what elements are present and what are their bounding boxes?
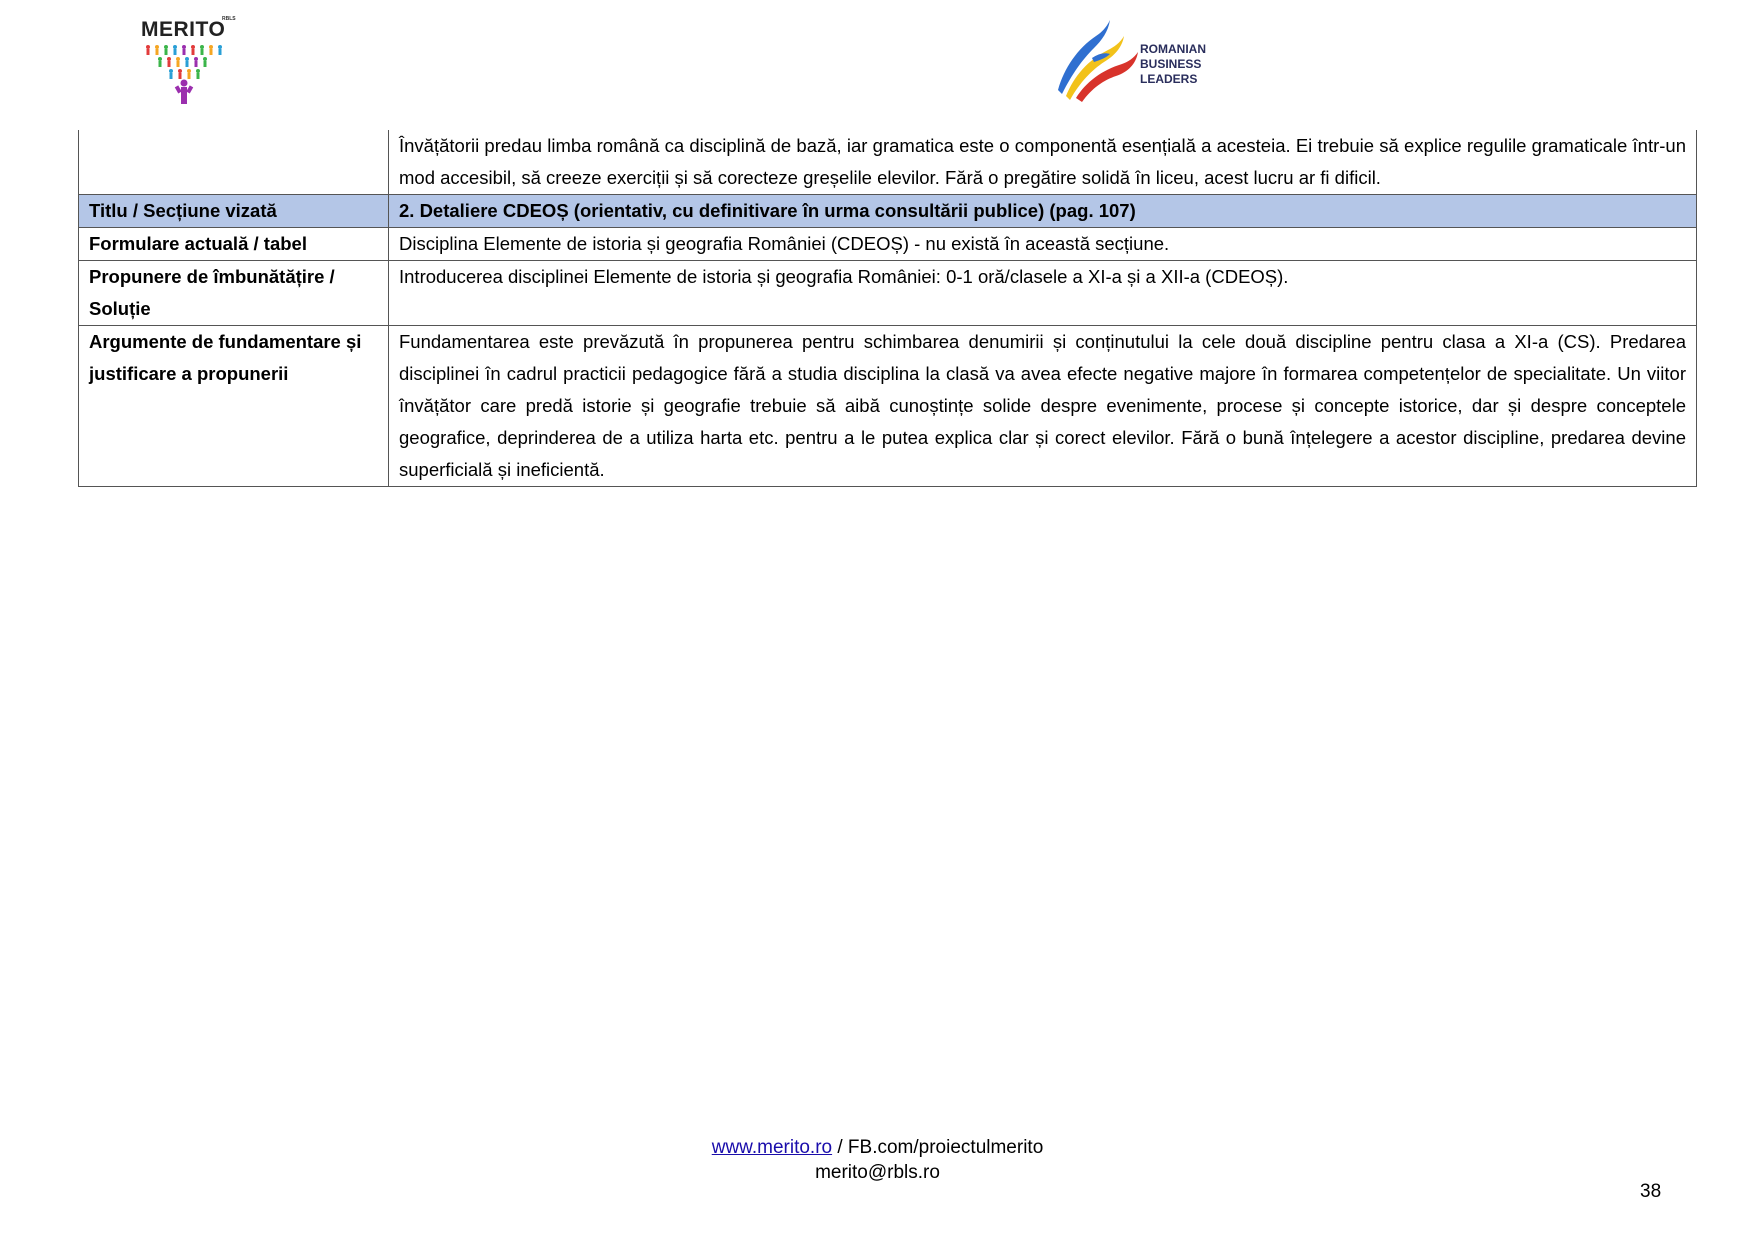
merito-logo [138, 18, 238, 108]
page-number: 38 [1640, 1181, 1662, 1202]
table-cell-empty-label [79, 130, 389, 195]
table-cell-label: Titlu / Secțiune vizată [79, 195, 389, 228]
rbl-logo-line: LEADERS [1140, 72, 1198, 86]
merito-people-funnel-icon [138, 44, 234, 106]
table-cell-label: Propunere de îmbunătățire / Soluție [79, 261, 389, 326]
facebook-text: / FB.com/proiectulmerito [832, 1137, 1044, 1158]
rbl-brushstroke-icon [1052, 18, 1138, 102]
footer-email: merito@rbls.ro [815, 1162, 940, 1183]
merito-logo-wordmark: MERITO [141, 18, 226, 41]
table-row [79, 261, 1697, 326]
table-row-continuation [79, 130, 1697, 195]
table-cell-content: Introducerea disciplinei Elemente de istoria și geografia României: 0-1 oră/clasele a XI-a și a XII-a (CDEOȘ). [389, 261, 1697, 326]
page-footer [0, 1135, 1755, 1185]
merito-logo-rbls-mark: RBLS [222, 16, 236, 22]
rbl-logo-text [1140, 42, 1206, 87]
table-row [79, 228, 1697, 261]
table-cell-label: Argumente de fundamentare și justificare a propunerii [79, 326, 389, 487]
table-row [79, 326, 1697, 487]
table-cell-content: Fundamentarea este prevăzută în propunerea pentru schimbarea denumirii și conținutului la cele două discipline pentru clasa a XI-a (CS). Predarea disciplinei în cadrul practicii pedagogice fără a studia disciplina la clasă va avea efecte negative majore în formarea competențelor de specialitate. Un viitor învățător care predă istorie și geografie trebuie să aibă cunoștințe solide despre evenimente, procese și concepte istorice, dar și despre conceptele geografice, deprinderea de a utiliza harta etc. pentru a le putea explica clar și corect elevilor. Fără o bună înțelegere a acestor discipline, predarea devine superficială și ineficientă. [389, 326, 1697, 487]
table-cell-continuation-text: Învățătorii predau limba română ca disciplină de bază, iar gramatica este o componentă esențială a acesteia. Ei trebuie să explice regulile gramaticale într-un mod accesibil, să creeze exerciții și să corecteze greșelile elevilor. Fără o pregătire solidă în liceu, acest lucru ar fi dificil. [389, 130, 1697, 195]
footer-links-line [0, 1135, 1755, 1160]
rbl-logo-line: ROMANIAN [1140, 42, 1206, 56]
table-cell-section-title: 2. Detaliere CDEOȘ (orientativ, cu definitivare în urma consultării publice) (pag. 107) [389, 195, 1697, 228]
website-link[interactable]: www.merito.ro [711, 1137, 833, 1158]
table-cell-content: Disciplina Elemente de istoria și geografia României (CDEOȘ) - nu există în această secțiune. [389, 228, 1697, 261]
proposal-table [78, 130, 1697, 487]
table-row-section-header [79, 195, 1697, 228]
table-cell-label: Formulare actuală / tabel [79, 228, 389, 261]
rbl-logo [1052, 18, 1222, 102]
rbl-logo-line: BUSINESS [1140, 57, 1202, 71]
